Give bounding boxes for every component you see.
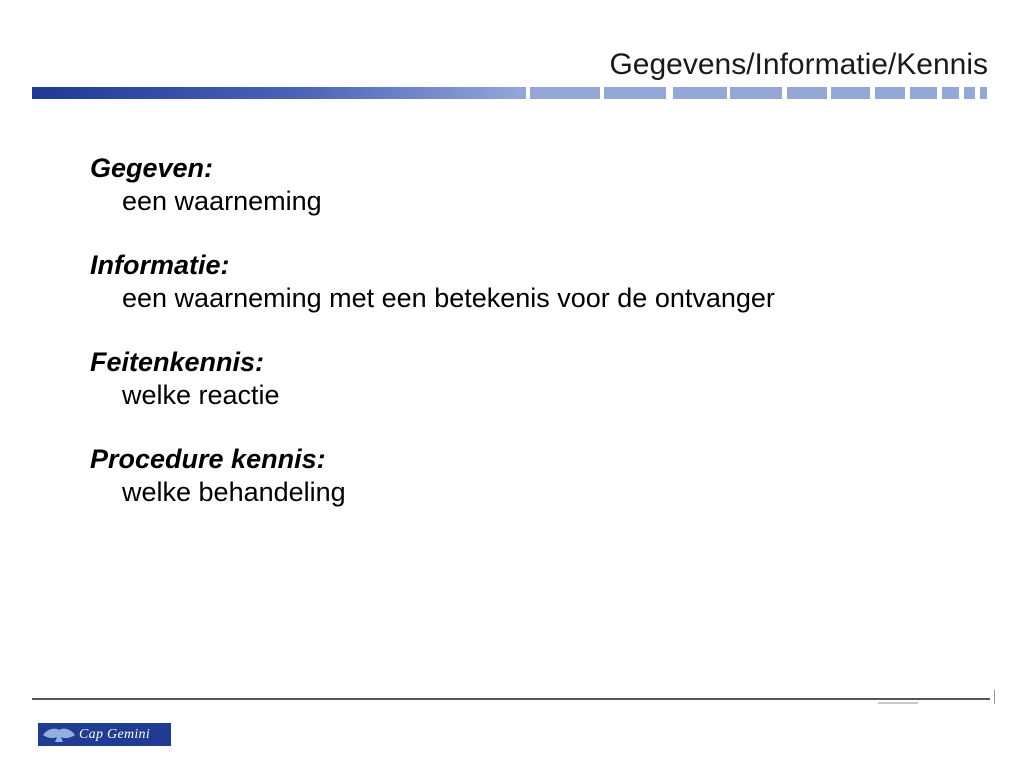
footer-divider	[32, 698, 990, 700]
title-accent-bar	[32, 87, 987, 99]
footer-divider-shadow	[878, 702, 918, 704]
title-bar-segment	[831, 87, 870, 99]
term-label: Procedure kennis:	[90, 444, 326, 474]
title-bar-segment	[910, 87, 937, 99]
term-label: Feitenkennis:	[90, 347, 265, 377]
title-bar-segment	[604, 87, 666, 99]
title-bar-segment	[875, 87, 905, 99]
term-label: Informatie:	[90, 250, 230, 280]
title-bar-segment	[530, 87, 600, 99]
term-definition: een waarneming	[122, 186, 322, 216]
definition-entry	[90, 249, 970, 315]
definition-entry	[90, 152, 970, 218]
logo-wordmark: Cap Gemini	[79, 726, 151, 742]
title-bar-segment	[673, 87, 727, 99]
title-bar-segment	[787, 87, 827, 99]
definition-entry	[90, 346, 970, 412]
term-label: Gegeven:	[90, 153, 214, 183]
title-bar-gradient	[32, 87, 526, 99]
cap-gemini-logo	[38, 723, 171, 746]
term-definition: welke reactie	[122, 380, 280, 410]
title-bar-segment	[980, 87, 987, 99]
term-definition: welke behandeling	[122, 477, 346, 507]
spade-icon	[41, 726, 77, 743]
definition-entry	[90, 443, 970, 509]
title-bar-segment	[964, 87, 975, 99]
footer-divider-tick	[994, 690, 995, 704]
term-definition: een waarneming met een betekenis voor de ontvanger	[122, 283, 775, 313]
title-bar-segment	[942, 87, 959, 99]
title-bar-segment	[730, 87, 782, 99]
definition-list	[90, 152, 970, 540]
slide-title: Gegevens/Informatie/Kennis	[609, 48, 988, 81]
